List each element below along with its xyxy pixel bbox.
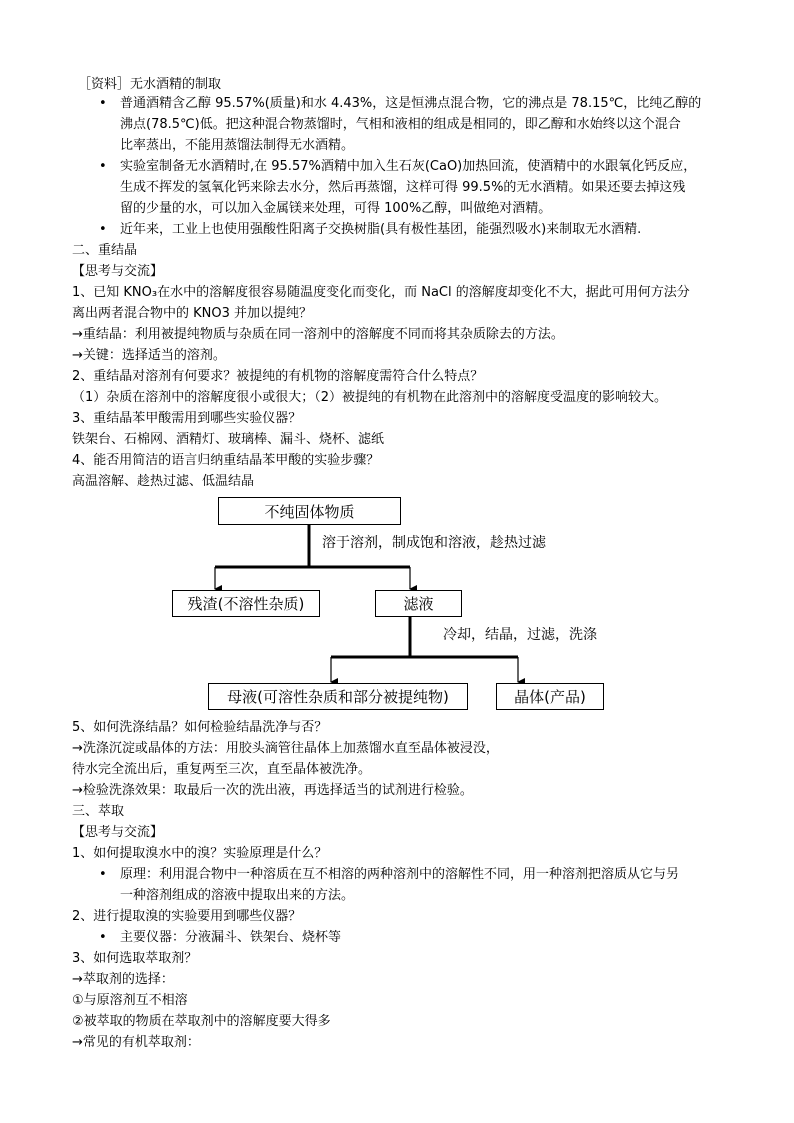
bullet-a-line2: 沸点(78.5℃)低。把这种混合物蒸馏时，气相和液相的组成是相同的，即乙醇和水始终以这个混合 [120,117,681,132]
bullet-dot: • [99,867,107,882]
flow-crystal-box: 晶体(产品) [496,683,604,710]
answer-4: 高温溶解、趁热过滤、低温结晶 [72,474,255,489]
answer-5-line3: →检验洗涤效果：取最后一次的洗出液，再选择适当的试剂进行检验。 [72,783,473,798]
answer-2: （1）杂质在溶剂中的溶解度很小或很大；（2）被提纯的有机物在此溶剂中的溶解度受温度的影响较大。 [72,390,668,405]
question-1-line1: 1、已知 KNO₃在水中的溶解度很容易随温度变化而变化，而 NaCl 的溶解度却变化不大，据此可用何方法分 [72,285,690,300]
recrystallization-heading: 二、重结晶 [72,243,138,258]
think-exchange-1: 【思考与交流】 [72,264,164,279]
answer-5-line1: →洗涤沉淀或晶体的方法：用胶头滴管往晶体上加蒸馏水直至晶体被浸没， [72,741,499,756]
extract-answer-3-line3: ②被萃取的物质在萃取剂中的溶解度要大得多 [72,1014,331,1029]
extract-question-1: 1、如何提取溴水中的溴？实验原理是什么？ [72,846,328,861]
answer-1-line1: →重结晶：利用被提纯物质与杂质在同一溶剂中的溶解度不同而将其杂质除去的方法。 [72,327,564,342]
answer-5-line2: 待水完全流出后，重复两至三次，直至晶体被洗净。 [72,762,372,777]
flow-step1-label: 溶于溶剂，制成饱和溶液，趁热过滤 [322,535,546,551]
flow-mother-liquor-box: 母液(可溶性杂质和部分被提纯物) [208,683,468,710]
flow-filtrate-box: 滤液 [375,590,462,617]
extraction-heading: 三、萃取 [72,804,125,819]
bullet-a-line1: 普通酒精含乙醇 95.57%(质量)和水 4.43%，这是恒沸点混合物，它的沸点是 78.15℃，比纯乙醇的 [120,96,702,111]
flow-impure-solid-box: 不纯固体物质 [218,497,401,525]
question-3: 3、重结晶苯甲酸需用到哪些实验仪器？ [72,411,302,426]
answer-1-line2: →关键：选择适当的溶剂。 [72,348,226,363]
extract-answer-1-line1: 原理：利用混合物中一种溶质在互不相溶的两种溶剂中的溶解性不同，用一种溶剂把溶质从它与另 [120,867,680,882]
bullet-b-line1: 实验室制备无水酒精时,在 95.57%酒精中加入生石灰(CaO)加热回流，使酒精中的水跟氧化钙反应， [120,159,697,174]
question-4: 4、能否用简洁的语言归纳重结晶苯甲酸的实验步骤？ [72,453,380,468]
bullet-dot: • [99,930,107,945]
question-1-line2: 离出两者混合物中的 KNO3 并加以提纯？ [72,306,313,321]
think-exchange-2: 【思考与交流】 [72,825,164,840]
extract-answer-1-line2: 一种溶剂组成的溶液中提取出来的方法。 [120,888,355,903]
bullet-a-line3: 比率蒸出，不能用蒸馏法制得无水酒精。 [120,138,355,153]
bullet-c-line: 近年来，工业上也使用强酸性阳离子交换树脂(具有极性基团，能强烈吸水)来制取无水酒精. [120,222,642,237]
question-5: 5、如何洗涤结晶？如何检验结晶洗净与否？ [72,720,328,735]
extract-question-3: 3、如何选取萃取剂？ [72,951,198,966]
bullet-b-line2: 生成不挥发的氢氧化钙来除去水分，然后再蒸馏，这样可得 99.5%的无水酒精。如果还要去掉这残 [120,180,686,195]
extract-answer-2: 主要仪器：分液漏斗、铁架台、烧杯等 [120,930,342,945]
extract-question-2: 2、进行提取溴的实验要用到哪些仪器？ [72,909,302,924]
question-2: 2、重结晶对溶剂有何要求？被提纯的有机物的溶解度需符合什么特点？ [72,369,484,384]
extract-answer-3-line4: →常见的有机萃取剂： [72,1035,200,1050]
flow-residue-box: 残渣(不溶性杂质) [172,590,320,617]
flow-step2-label: 冷却，结晶，过滤，洗涤 [443,627,597,643]
bullet-dot: • [99,96,107,111]
bullet-b-line3: 留的少量的水，可以加入金属镁来处理，可得 100%乙醇，叫做绝对酒精。 [120,201,552,216]
resource-title: ［资料］无水酒精的制取 [78,77,222,92]
bullet-dot: • [99,159,107,174]
extract-answer-3-line2: ①与原溶剂互不相溶 [72,993,188,1008]
bullet-dot: • [99,222,107,237]
extract-answer-3-line1: →萃取剂的选择： [72,972,174,987]
answer-3: 铁架台、石棉网、酒精灯、玻璃棒、漏斗、烧杯、滤纸 [72,432,385,447]
